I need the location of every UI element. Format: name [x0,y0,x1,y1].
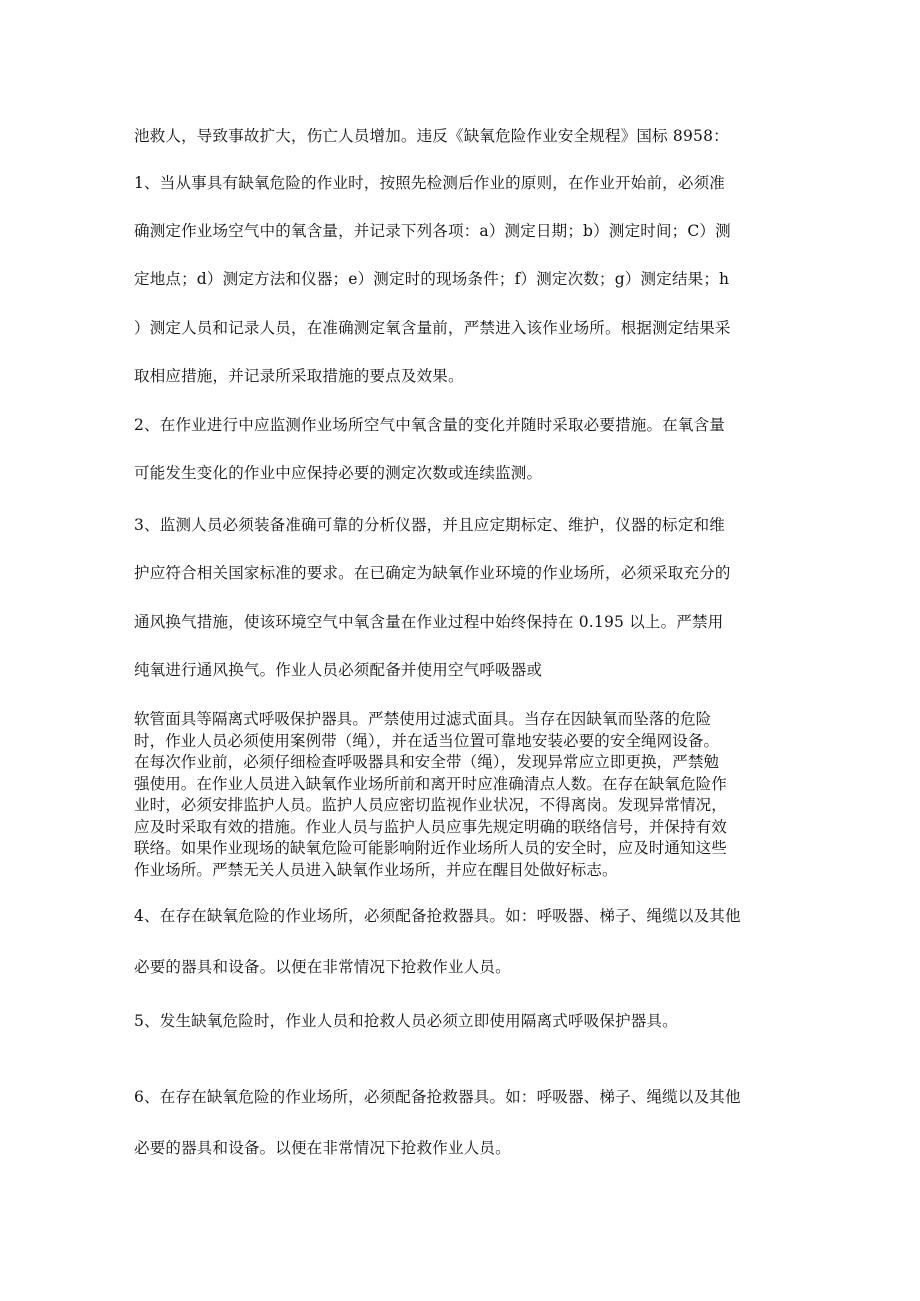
paragraph-line: 池救人，导致事故扩大，伤亡人员增加。违反《缺氧危险作业安全规程》国标 8958： [134,127,729,145]
paragraph-line: ）测定人员和记录人员，在准确测定氧含量前，严禁进入该作业场所。根据测定结果采 [134,319,731,337]
paragraph-line: 强使用。在作业人员进入缺氧作业场所前和离开时应准确清点人数。在存在缺氧危险作 [134,774,727,793]
paragraph-line: 6、在存在缺氧危险的作业场所，必须配备抢救器具。如：呼吸器、梯子、绳缆以及其他 [134,1088,741,1106]
paragraph-line: 软管面具等隔离式呼吸保护器具。严禁使用过滤式面具。当存在因缺氧而坠落的危险 [134,710,712,728]
paragraph-line: 3、监测人员必须装备准确可靠的分析仪器，并且应定期标定、维护，仪器的标定和维 [134,516,725,534]
paragraph-line: 必要的器具和设备。以便在非常情况下抢救作业人员。 [134,958,511,976]
paragraph-line: 1、当从事具有缺氧危险的作业时，按照先检测后作业的原则，在作业开始前，必须准 [134,174,725,192]
paragraph-line: 业时，必须安排监护人员。监护人员应密切监视作业状况，不得离岗。发现异常情况， [134,796,727,814]
paragraph-line: 2、在作业进行中应监测作业场所空气中氧含量的变化并随时采取必要措施。在氧含量 [134,416,725,434]
paragraph-line: 作业场所。严禁无关人员进入缺氧作业场所，并应在醒目处做好标志。 [134,860,618,879]
paragraph-line: 纯氧进行通风换气。作业人员必须配备并使用空气呼吸器或 [134,661,543,679]
paragraph-line: 确测定作业场空气中的氧含量，并记录下列各项：a）测定日期；b）测定时间；C）测 [134,222,731,240]
paragraph-line: 通风换气措施，使该环境空气中氧含量在作业过程中始终保持在 0.195 以上。严禁用 [134,613,724,631]
paragraph-line: 时，作业人员必须使用案例带（绳），并在适当位置可靠地安装必要的安全绳网设备。 [134,731,720,750]
paragraph-line: 取相应措施，并记录所采取措施的要点及效果。 [134,367,464,385]
dense-paragraph [134,709,794,881]
paragraph-line: 联络。如果作业现场的缺氧危险可能影响附近作业场所人员的安全时，应及时通知这些 [134,839,727,857]
paragraph-line: 定地点；d）测定方法和仪器；e）测定时的现场条件；f）测定次数；g）测定结果；h [134,270,730,288]
paragraph-line: 5、发生缺氧危险时，作业人员和抢救人员必须立即使用隔离式呼吸保护器具。 [134,1012,678,1030]
paragraph-line: 护应符合相关国家标准的要求。在已确定为缺氧作业环境的作业场所，必须采取充分的 [134,564,731,582]
paragraph-line: 必要的器具和设备。以便在非常情况下抢救作业人员。 [134,1139,511,1157]
paragraph-line: 应及时采取有效的措施。作业人员与监护人员应事先规定明确的联络信号，并保持有效 [134,817,727,836]
paragraph-line: 在每次作业前，必须仔细检查呼吸器具和安全带（绳），发现异常应立即更换，严禁勉 [134,753,720,771]
paragraph-line: 4、在存在缺氧危险的作业场所，必须配备抢救器具。如：呼吸器、梯子、绳缆以及其他 [134,907,741,925]
paragraph-line: 可能发生变化的作业中应保持必要的测定次数或连续监测。 [134,464,543,482]
